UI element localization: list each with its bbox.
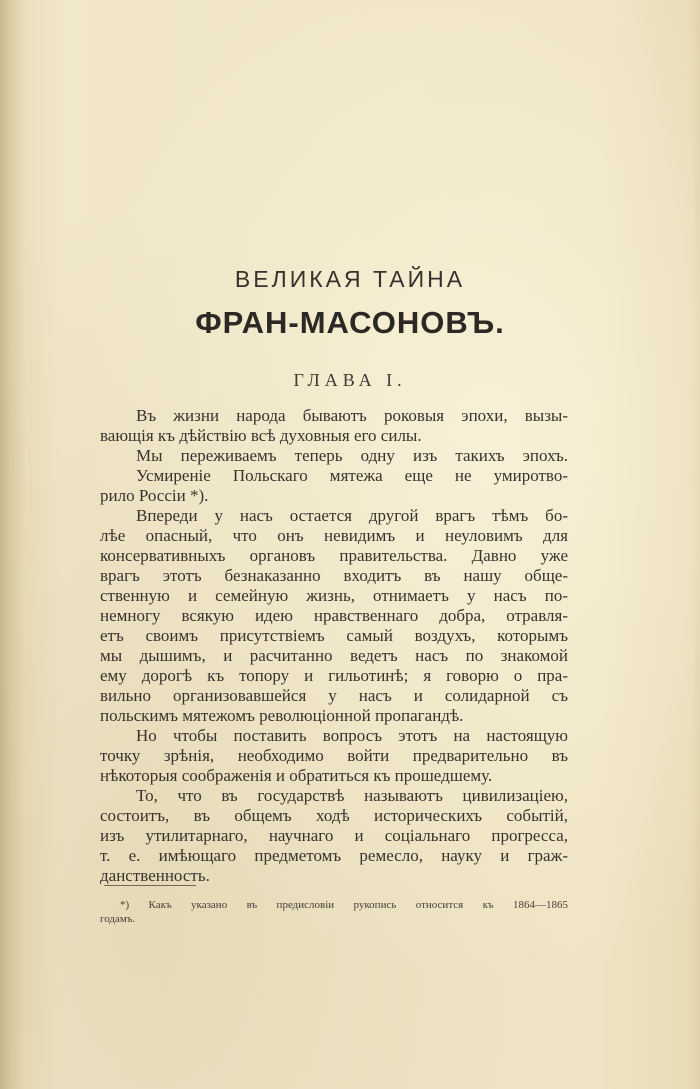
body-line: етъ своимъ присутствіемъ самый воздухъ, которымъ [100, 626, 568, 645]
body-line: лѣе опасный, что онъ невидимъ и неуловимъ для [100, 526, 568, 545]
body-line: консервативныхъ органовъ правительства. Давно уже [100, 546, 568, 565]
body-line: рило Россіи *). [100, 486, 209, 505]
chapter-heading: ГЛАВА I. [293, 370, 407, 390]
body-line: ственную и семейную жизнь, отнимаетъ у насъ по- [100, 586, 568, 605]
footnote-line: годамъ. [100, 913, 136, 925]
title-line-2: ФРАН-МАСОНОВЪ. [195, 305, 505, 340]
body-line: данственность. [100, 866, 210, 885]
body-line: немногу всякую идею нравственнаго добра, отравля- [100, 606, 568, 625]
title-line-1: ВЕЛИКАЯ ТАЙНА [234, 266, 466, 292]
footnote-rule [104, 885, 196, 886]
body-line: Въ жизни народа бываютъ роковыя эпохи, вызы- [136, 406, 568, 425]
body-line: Но чтобы поставить вопросъ этотъ на настоящую [136, 726, 568, 745]
body-line: То, что въ государствѣ называютъ цивилизаціею, [136, 786, 568, 805]
body-line: польскимъ мятежомъ революціонной пропагандѣ. [100, 706, 464, 725]
body-line: Мы переживаемъ теперь одну изъ такихъ эпохъ. [136, 446, 568, 465]
body-line: изъ утилитарнаго, научнаго и соціальнаго прогресса, [100, 826, 568, 845]
body-line: состоитъ, въ общемъ ходѣ историческихъ событій, [100, 806, 568, 825]
body-line: врагъ этотъ безнаказанно входитъ въ нашу обще- [100, 566, 568, 585]
body-line: т. е. имѣющаго предметомъ ремесло, науку и граж- [100, 846, 568, 865]
body-line: вильно организовавшейся у насъ и солидарной съ [100, 686, 568, 705]
body-line: вающія къ дѣйствію всѣ духовныя его силы. [100, 426, 422, 445]
body-line: ему дорогѣ къ топору и гильотинѣ; я говорю о пра- [100, 666, 568, 685]
body-line: Впереди у насъ остается другой врагъ тѣмъ бо- [136, 506, 568, 525]
body-line: точку зрѣнія, необходимо войти предварительно въ [100, 746, 568, 765]
body-line: мы дышимъ, и расчитанно ведетъ насъ по знакомой [100, 646, 568, 665]
footnote-line: *) Какъ указано въ предисловіи рукопись относится къ 1864—1865 [120, 899, 568, 911]
body-line: нѣкоторыя соображенія и обратиться къ прошедшему. [100, 766, 493, 785]
body-line: Усмиреніе Польскаго мятежа еще не умиротво- [136, 466, 568, 485]
